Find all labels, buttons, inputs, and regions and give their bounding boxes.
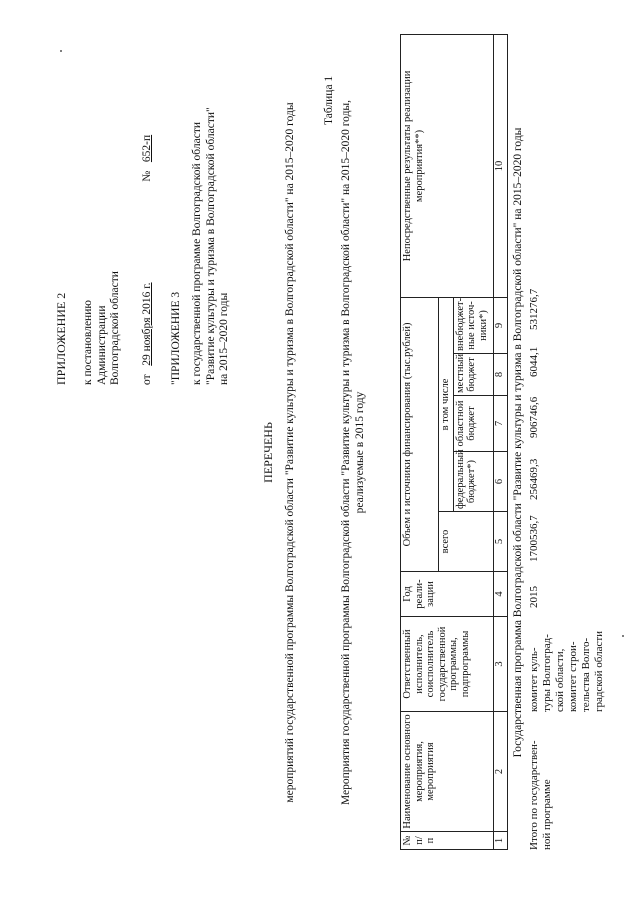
annex3-line-2: "Развитие культуры и туризма в Волгоградской области" bbox=[204, 107, 217, 385]
resolution-line-2: Администрации bbox=[95, 305, 108, 385]
total-resp-line-4: комитет строи- bbox=[567, 641, 579, 712]
annex3-title: "ПРИЛОЖЕНИЕ 3 bbox=[170, 291, 182, 385]
col-num-3: 3 bbox=[493, 617, 507, 712]
col-header-responsible: Ответственный исполнитель, соисполнитель государственной программы, подпрограммы bbox=[401, 617, 494, 712]
total-sum: 1700536,7 bbox=[528, 515, 540, 562]
annex3-line-1: к государственной программе Волгоградской области bbox=[191, 122, 203, 385]
total-year: 2015 bbox=[528, 586, 540, 608]
col-header-regional: областной бюджет bbox=[453, 396, 493, 452]
resolution-line-1: к постановлению bbox=[82, 300, 94, 385]
date-value: 29 ноября 2016 г. bbox=[141, 282, 153, 366]
col-num-4: 4 bbox=[493, 572, 507, 617]
resolution-ref bbox=[82, 271, 123, 385]
col-header-num: № п/п bbox=[401, 832, 494, 850]
document-title: ПЕРЕЧЕНЬ bbox=[261, 422, 275, 483]
col-num-10: 10 bbox=[493, 34, 507, 297]
total-resp-line-3: ской области, bbox=[554, 648, 566, 712]
col-num-1: 1 bbox=[493, 832, 507, 850]
total-responsible bbox=[528, 612, 606, 712]
col-header-total: всего bbox=[439, 512, 494, 572]
section-line-1: Мероприятия государственной программы Волгоградской области "Развитие культуры и туризма в Волгоградской области" на 2015–2020 годы, bbox=[340, 99, 352, 806]
resolution-line-3: Волгоградской области bbox=[109, 271, 121, 385]
col-num-8: 8 bbox=[493, 354, 507, 396]
annex3-line-3: на 2015–2020 годы bbox=[218, 292, 230, 385]
col-header-local: местный бюджет bbox=[453, 354, 493, 396]
annex3-ref bbox=[191, 45, 232, 385]
total-extra: 531276,7 bbox=[528, 288, 540, 330]
scan-speck bbox=[622, 635, 624, 637]
section-line-2: реализуемые в 2015 году bbox=[354, 391, 366, 514]
total-local: 6044,1 bbox=[528, 346, 540, 377]
number-prefix: № bbox=[141, 170, 153, 182]
total-resp-line-6: градской области bbox=[593, 630, 605, 712]
col-num-9: 9 bbox=[493, 297, 507, 353]
col-header-year: Год реали-зации bbox=[401, 572, 494, 617]
document-subtitle: мероприятий государственной программы Волгоградской области "Развитие культуры и туризма в Волгоградской области" на 2015–2020 годы bbox=[284, 102, 296, 803]
col-header-result: Непосредственные результаты реализации мероприятия**) bbox=[401, 34, 494, 297]
col-num-7: 7 bbox=[493, 396, 507, 452]
date-line bbox=[141, 135, 154, 385]
total-resp-line-1: комитет куль- bbox=[528, 647, 540, 712]
total-name-line-2: ной программе bbox=[541, 779, 553, 850]
col-num-6: 6 bbox=[493, 452, 507, 512]
total-federal: 256469,3 bbox=[528, 458, 540, 500]
total-resp-line-5: тельства Волго- bbox=[580, 637, 592, 712]
col-header-extra: внебюджет-ные источ-ники*) bbox=[453, 297, 493, 353]
table-label: Таблица 1 bbox=[323, 75, 335, 125]
program-table bbox=[400, 34, 508, 850]
col-header-federal: федеральный бюджет*) bbox=[453, 452, 493, 512]
total-regional: 906746,6 bbox=[528, 396, 540, 438]
col-header-volume: Объем и источники финансирования (тыс.рублей) bbox=[401, 297, 439, 571]
program-row: Государственная программа Волгоградской области "Развитие культуры и туризма в Волгоградской области" на 2015–2020 годы bbox=[512, 127, 524, 758]
annex-title: ПРИЛОЖЕНИЕ 2 bbox=[54, 292, 68, 385]
total-name bbox=[528, 720, 554, 850]
date-prefix: от bbox=[141, 374, 153, 385]
total-resp-line-2: туры Волгоград- bbox=[541, 634, 553, 712]
col-num-5: 5 bbox=[493, 512, 507, 572]
scan-speck bbox=[60, 50, 62, 52]
number-value: 652-п bbox=[141, 134, 153, 163]
col-header-name: Наименование основного мероприятия, мероприятия bbox=[401, 712, 494, 832]
col-header-including: в том числе bbox=[439, 297, 454, 511]
total-name-line-1: Итого по государствен- bbox=[528, 740, 540, 850]
col-num-2: 2 bbox=[493, 712, 507, 832]
